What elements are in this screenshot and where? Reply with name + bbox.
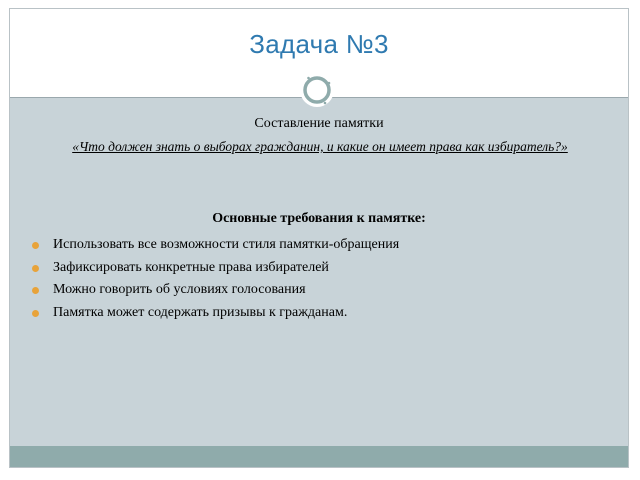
bullet-dot-icon xyxy=(32,287,39,294)
subtitle: Составление памятки xyxy=(254,116,384,131)
list-item xyxy=(30,279,399,302)
list-item-text: Памятка может содержать призывы к гражданам. xyxy=(53,304,348,320)
question-quote: «Что должен знать о выборах гражданин, и какие он имеет права как избиратель?» xyxy=(72,139,568,154)
requirements-list xyxy=(30,234,399,324)
circle-ornament-icon xyxy=(299,72,335,108)
footer-bar xyxy=(10,446,628,467)
list-item xyxy=(30,302,399,325)
list-item xyxy=(30,257,399,280)
requirements-heading: Основные требования к памятке: xyxy=(212,211,426,226)
list-item-text: Можно говорить об условиях голосования xyxy=(53,282,306,297)
list-item-text: Зафиксировать конкретные права избирателей xyxy=(53,259,329,275)
slide-title: Задача №3 xyxy=(249,29,389,59)
bullet-dot-icon xyxy=(32,242,39,249)
list-item-text: Использовать все возможности стиля памятки-обращения xyxy=(53,237,400,252)
bullet-dot-icon xyxy=(32,310,39,317)
list-item xyxy=(30,234,399,257)
bullet-dot-icon xyxy=(32,265,39,272)
